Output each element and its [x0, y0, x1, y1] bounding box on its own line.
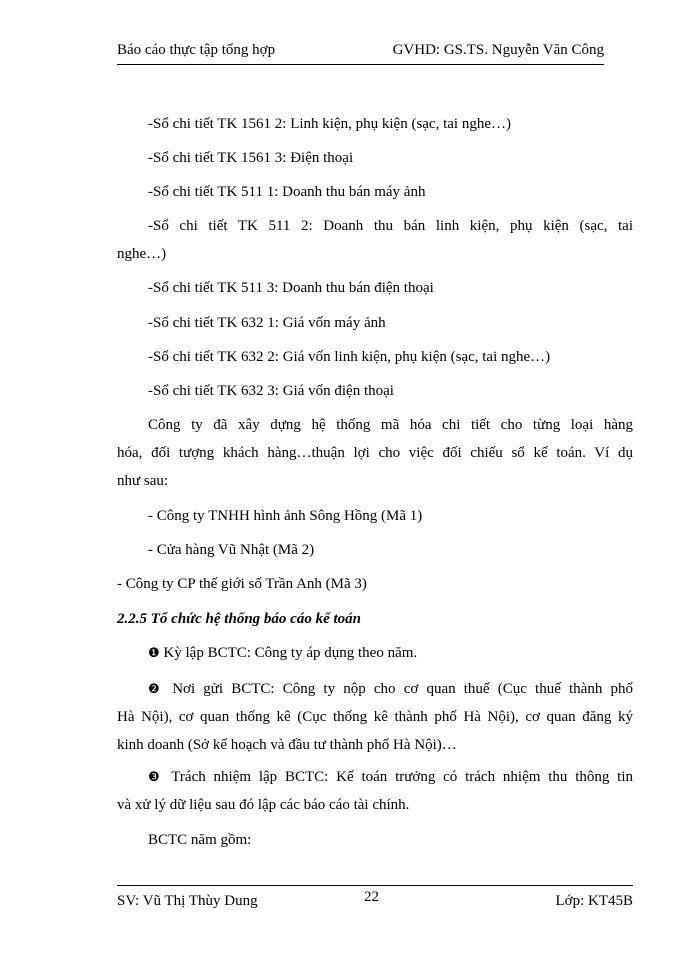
list-item: -Sổ chi tiết TK 511 2: Doanh thu bán linh kiện, phụ kiện (sạc, tai	[148, 218, 633, 234]
closing-line: BCTC năm gồm:	[148, 832, 252, 848]
code-item: - Công ty CP thế giới số Trần Anh (Mã 3)	[117, 576, 367, 592]
list-item: -Sổ chi tiết TK 1561 3: Điện thoại	[148, 150, 354, 166]
header-supervisor: GVHD: GS.TS. Nguyễn Văn Công	[392, 42, 604, 58]
list-item: -Sổ chi tiết TK 1561 2: Linh kiện, phụ kiện (sạc, tai nghe…)	[148, 116, 511, 132]
page-number: 22	[364, 889, 379, 905]
numbered-item	[148, 681, 633, 698]
item-text-continuation: và xử lý dữ liệu sau đó lập các báo cáo tài chính.	[117, 797, 410, 813]
section-heading: 2.2.5 Tổ chức hệ thống báo cáo kế toán	[117, 611, 361, 627]
item-text-continuation: Hà Nội), cơ quan thống kê (Cục thống kê thành phố Hà Nội), cơ quan đăng ký	[117, 709, 633, 725]
list-item: -Sổ chi tiết TK 632 2: Giá vốn linh kiện, phụ kiện (sạc, tai nghe…)	[148, 349, 551, 365]
footer-class: Lớp: KT45B	[555, 893, 633, 909]
number-two-icon: ❷	[148, 681, 165, 696]
paragraph-line: hóa, đối tượng khách hàng…thuận lợi cho việc đối chiếu sổ kế toán. Ví dụ	[117, 445, 633, 461]
item-text-continuation: kinh doanh (Sở kế hoạch và đầu tư thành phố Hà Nội)…	[117, 737, 457, 753]
paragraph-line: như sau:	[117, 473, 169, 489]
item-text: Trách nhiệm lập BCTC: Kế toán trưởng có trách nhiệm thu thông tin	[171, 769, 634, 785]
header-report-title: Báo cáo thực tập tổng hợp	[117, 42, 276, 58]
paragraph-line: Công ty đã xây dựng hệ thống mã hóa chi tiết cho từng loại hàng	[148, 417, 633, 433]
item-text: Kỳ lập BCTC: Công ty áp dụng theo năm.	[163, 645, 418, 661]
numbered-item	[148, 769, 633, 786]
numbered-item	[148, 645, 633, 662]
list-item: -Sổ chi tiết TK 632 1: Giá vốn máy ảnh	[148, 315, 386, 331]
number-one-icon: ❶	[148, 645, 160, 660]
page-footer	[117, 885, 633, 914]
list-item: -Sổ chi tiết TK 511 1: Doanh thu bán máy ảnh	[148, 184, 426, 200]
list-item: -Sổ chi tiết TK 632 3: Giá vốn điện thoại	[148, 383, 394, 399]
list-item-continuation: nghe…)	[117, 246, 167, 262]
list-item: -Sổ chi tiết TK 511 3: Doanh thu bán điện thoại	[148, 280, 434, 296]
footer-student: SV: Vũ Thị Thùy Dung	[117, 893, 258, 909]
code-item: - Cửa hàng Vũ Nhật (Mã 2)	[148, 542, 315, 558]
number-three-icon: ❸	[148, 769, 164, 784]
page-header	[117, 42, 604, 65]
item-text: Nơi gửi BCTC: Công ty nộp cho cơ quan thuế (Cục thuế thành phố	[172, 681, 633, 697]
code-item: - Công ty TNHH hình ảnh Sông Hồng (Mã 1)	[148, 508, 423, 524]
